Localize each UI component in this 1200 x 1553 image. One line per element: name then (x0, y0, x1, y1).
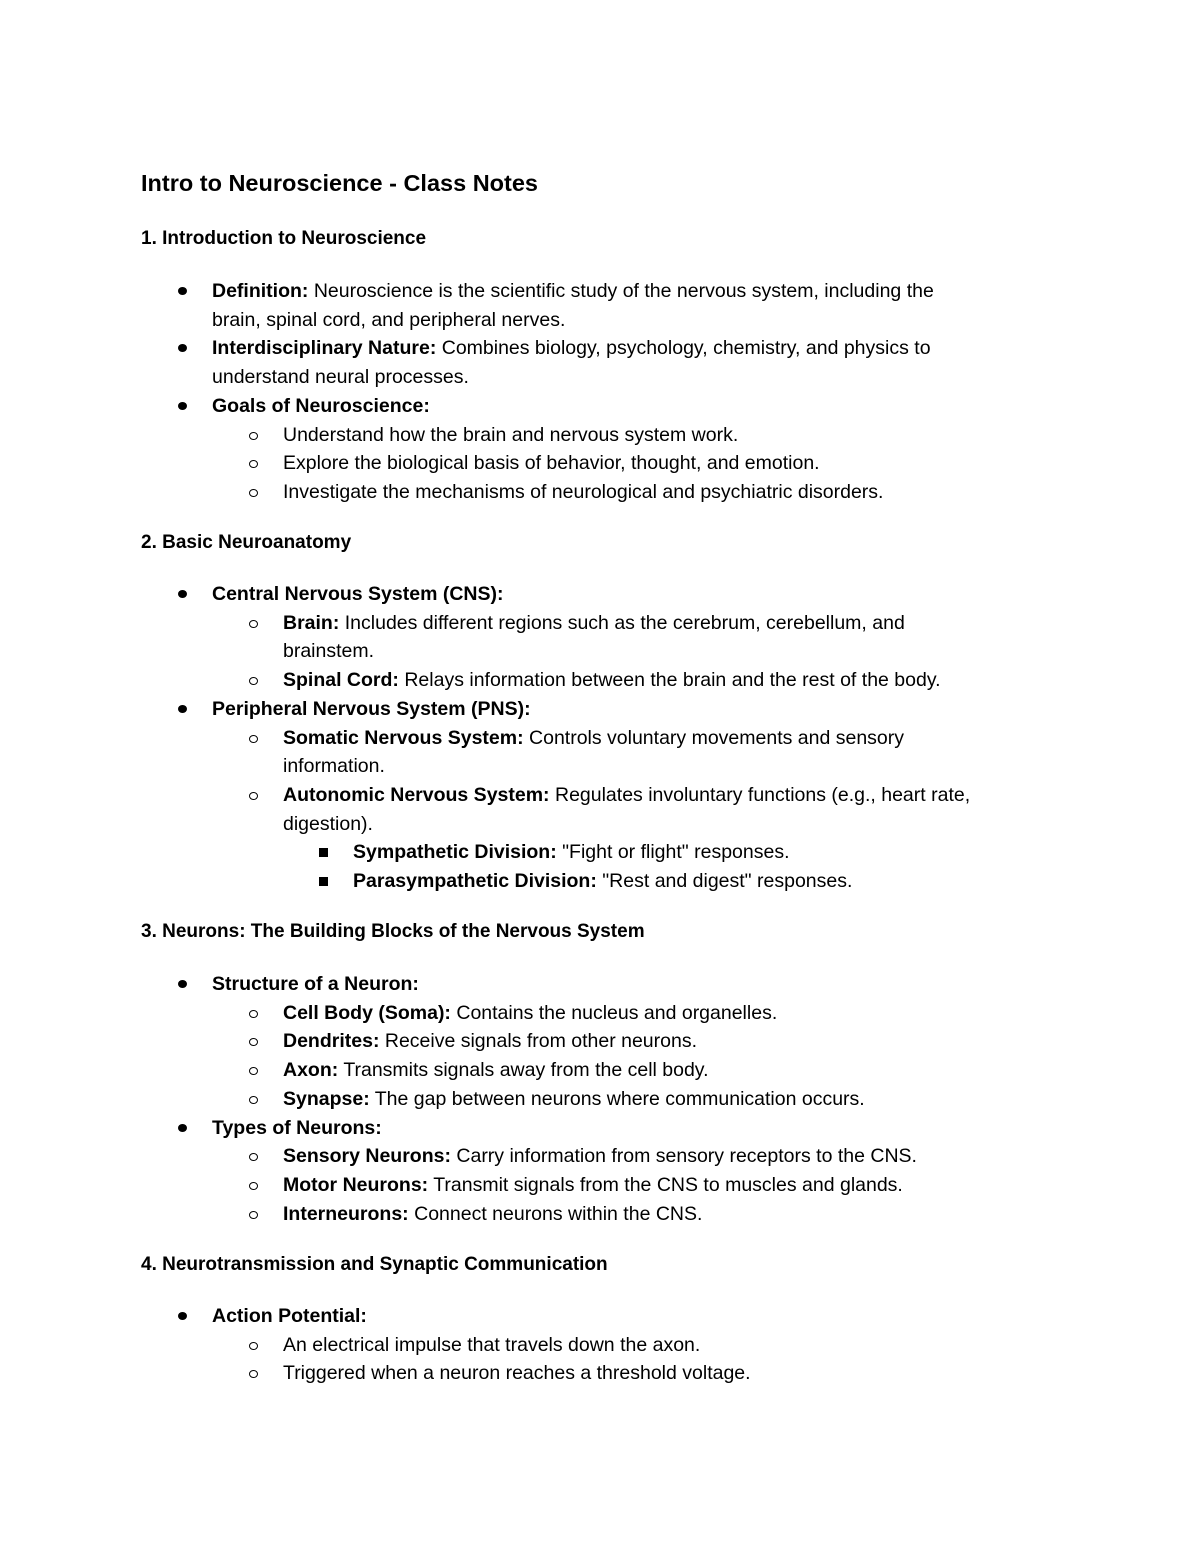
item-text: "Rest and digest" responses. (596, 870, 853, 893)
item-label: Definition: (212, 280, 309, 302)
item-text: Triggered when a neuron reaches a threshold voltage. (283, 1362, 751, 1385)
bullet-circle-icon (249, 677, 258, 685)
bullet-circle-icon (249, 735, 258, 743)
list-item (0, 970, 1200, 999)
sub-list-item-continuation (0, 637, 1200, 666)
item-label: Central Nervous System (CNS): (212, 583, 504, 605)
item-text: understand neural processes. (212, 366, 469, 389)
bullet-disc-icon (178, 344, 187, 352)
item-text: Includes different regions such as the cerebrum, cerebellum, and (339, 611, 905, 634)
item-label: Synapse: (283, 1087, 370, 1110)
item-text: Carry information from sensory receptors to the CNS. (450, 1145, 917, 1168)
bullet-circle-icon (249, 620, 258, 628)
item-text: Receive signals from other neurons. (379, 1030, 698, 1053)
item-label: Goals of Neuroscience: (212, 394, 430, 417)
item-label: Action Potential: (212, 1305, 367, 1327)
bullet-disc-icon (178, 402, 187, 410)
sub-sub-list-item (0, 867, 1200, 896)
item-text: brain, spinal cord, and peripheral nerves. (212, 308, 566, 331)
bullet-circle-icon (249, 489, 258, 497)
bullet-circle-icon (249, 1038, 258, 1046)
sub-list-item (0, 1085, 1200, 1114)
list-item (0, 1114, 1200, 1143)
sub-list-item (0, 1027, 1200, 1056)
item-label: Dendrites: (283, 1030, 380, 1053)
section-list (0, 970, 1200, 1228)
item-text: Explore the biological basis of behavior, thought, and emotion. (283, 452, 820, 475)
section-list (0, 277, 1200, 507)
item-text: The gap between neurons where communication occurs. (369, 1087, 865, 1110)
list-item (0, 580, 1200, 609)
item-label: Peripheral Nervous System (PNS): (212, 697, 531, 720)
item-text: Relays information between the brain and the rest of the body. (398, 669, 941, 692)
section-heading: 3. Neurons: The Building Blocks of the Nervous System (141, 921, 645, 942)
sub-list-item (0, 449, 1200, 478)
item-text: Transmit signals from the CNS to muscles and glands. (428, 1173, 903, 1196)
item-text: brainstem. (283, 640, 375, 663)
bullet-disc-icon (178, 705, 187, 713)
item-text: Combines biology, psychology, chemistry, and physics to (436, 337, 931, 360)
bullet-circle-icon (249, 1182, 258, 1190)
item-text: Understand how the brain and nervous system work. (283, 423, 739, 446)
bullet-disc-icon (178, 980, 187, 988)
sub-list-item (0, 478, 1200, 507)
bullet-disc-icon (178, 287, 187, 295)
sub-list-item (0, 1142, 1200, 1171)
item-label: Types of Neurons: (212, 1116, 382, 1139)
sub-list-item (0, 1331, 1200, 1360)
item-text: Transmits signals away from the cell body. (338, 1059, 709, 1082)
section-heading: 2. Basic Neuroanatomy (141, 532, 352, 553)
sub-list-item-continuation (0, 810, 1200, 839)
item-label: Axon: (283, 1059, 339, 1082)
sub-list-item (0, 781, 1200, 810)
item-text: Investigate the mechanisms of neurological and psychiatric disorders. (283, 480, 884, 503)
item-label: Brain: (283, 611, 340, 634)
list-item (0, 392, 1200, 421)
bullet-circle-icon (249, 460, 258, 468)
item-label: Sensory Neurons: (283, 1145, 451, 1168)
sub-list-item (0, 999, 1200, 1028)
item-text: information. (283, 755, 385, 778)
bullet-square-icon (319, 877, 328, 886)
sub-list-item (0, 609, 1200, 638)
item-label: Motor Neurons: (283, 1173, 429, 1196)
bullet-disc-icon (178, 590, 187, 598)
section-heading: 1. Introduction to Neuroscience (141, 228, 427, 249)
document-title: Intro to Neuroscience - Class Notes (141, 170, 538, 196)
item-label: Somatic Nervous System: (283, 726, 524, 749)
bullet-circle-icon (249, 792, 258, 800)
bullet-square-icon (319, 848, 328, 857)
bullet-circle-icon (249, 1067, 258, 1075)
list-item (0, 1302, 1200, 1331)
sub-list-item (0, 666, 1200, 695)
item-label: Structure of a Neuron: (212, 973, 419, 995)
section-list (0, 1302, 1200, 1388)
item-label: Sympathetic Division: (353, 841, 557, 864)
bullet-circle-icon (249, 1010, 258, 1018)
bullet-circle-icon (249, 1096, 258, 1104)
section-list (0, 580, 1200, 896)
list-item-continuation (0, 306, 1200, 335)
sub-list-item-continuation (0, 752, 1200, 781)
item-text: Regulates involuntary functions (e.g., heart rate, (549, 783, 971, 806)
bullet-circle-icon (249, 1153, 258, 1161)
list-item (0, 277, 1200, 306)
item-text: Contains the nucleus and organelles. (450, 1001, 778, 1024)
sub-list-item (0, 421, 1200, 450)
bullet-disc-icon (178, 1312, 187, 1320)
item-label: Cell Body (Soma): (283, 1001, 451, 1024)
list-item (0, 695, 1200, 724)
item-label: Interdisciplinary Nature: (212, 337, 437, 360)
bullet-disc-icon (178, 1124, 187, 1132)
item-text: digestion). (283, 812, 373, 835)
sub-list-item (0, 1200, 1200, 1229)
item-text: Connect neurons within the CNS. (408, 1202, 703, 1225)
sub-sub-list-item (0, 838, 1200, 867)
sub-list-item (0, 724, 1200, 753)
bullet-circle-icon (249, 432, 258, 440)
item-label: Spinal Cord: (283, 669, 399, 692)
sub-list-item (0, 1171, 1200, 1200)
item-label: Interneurons: (283, 1202, 409, 1225)
item-text: Controls voluntary movements and sensory (523, 726, 905, 749)
item-text: Neuroscience is the scientific study of the nervous system, including the (308, 280, 934, 302)
sub-list-item (0, 1359, 1200, 1388)
bullet-circle-icon (249, 1370, 258, 1378)
bullet-circle-icon (249, 1211, 258, 1219)
list-item-continuation (0, 363, 1200, 392)
item-text: "Fight or flight" responses. (556, 841, 790, 864)
list-item (0, 334, 1200, 363)
item-label: Autonomic Nervous System: (283, 783, 550, 806)
sub-list-item (0, 1056, 1200, 1085)
section-heading: 4. Neurotransmission and Synaptic Communication (141, 1254, 608, 1275)
bullet-circle-icon (249, 1342, 258, 1350)
item-label: Parasympathetic Division: (353, 870, 597, 893)
item-text: An electrical impulse that travels down the axon. (283, 1333, 701, 1356)
